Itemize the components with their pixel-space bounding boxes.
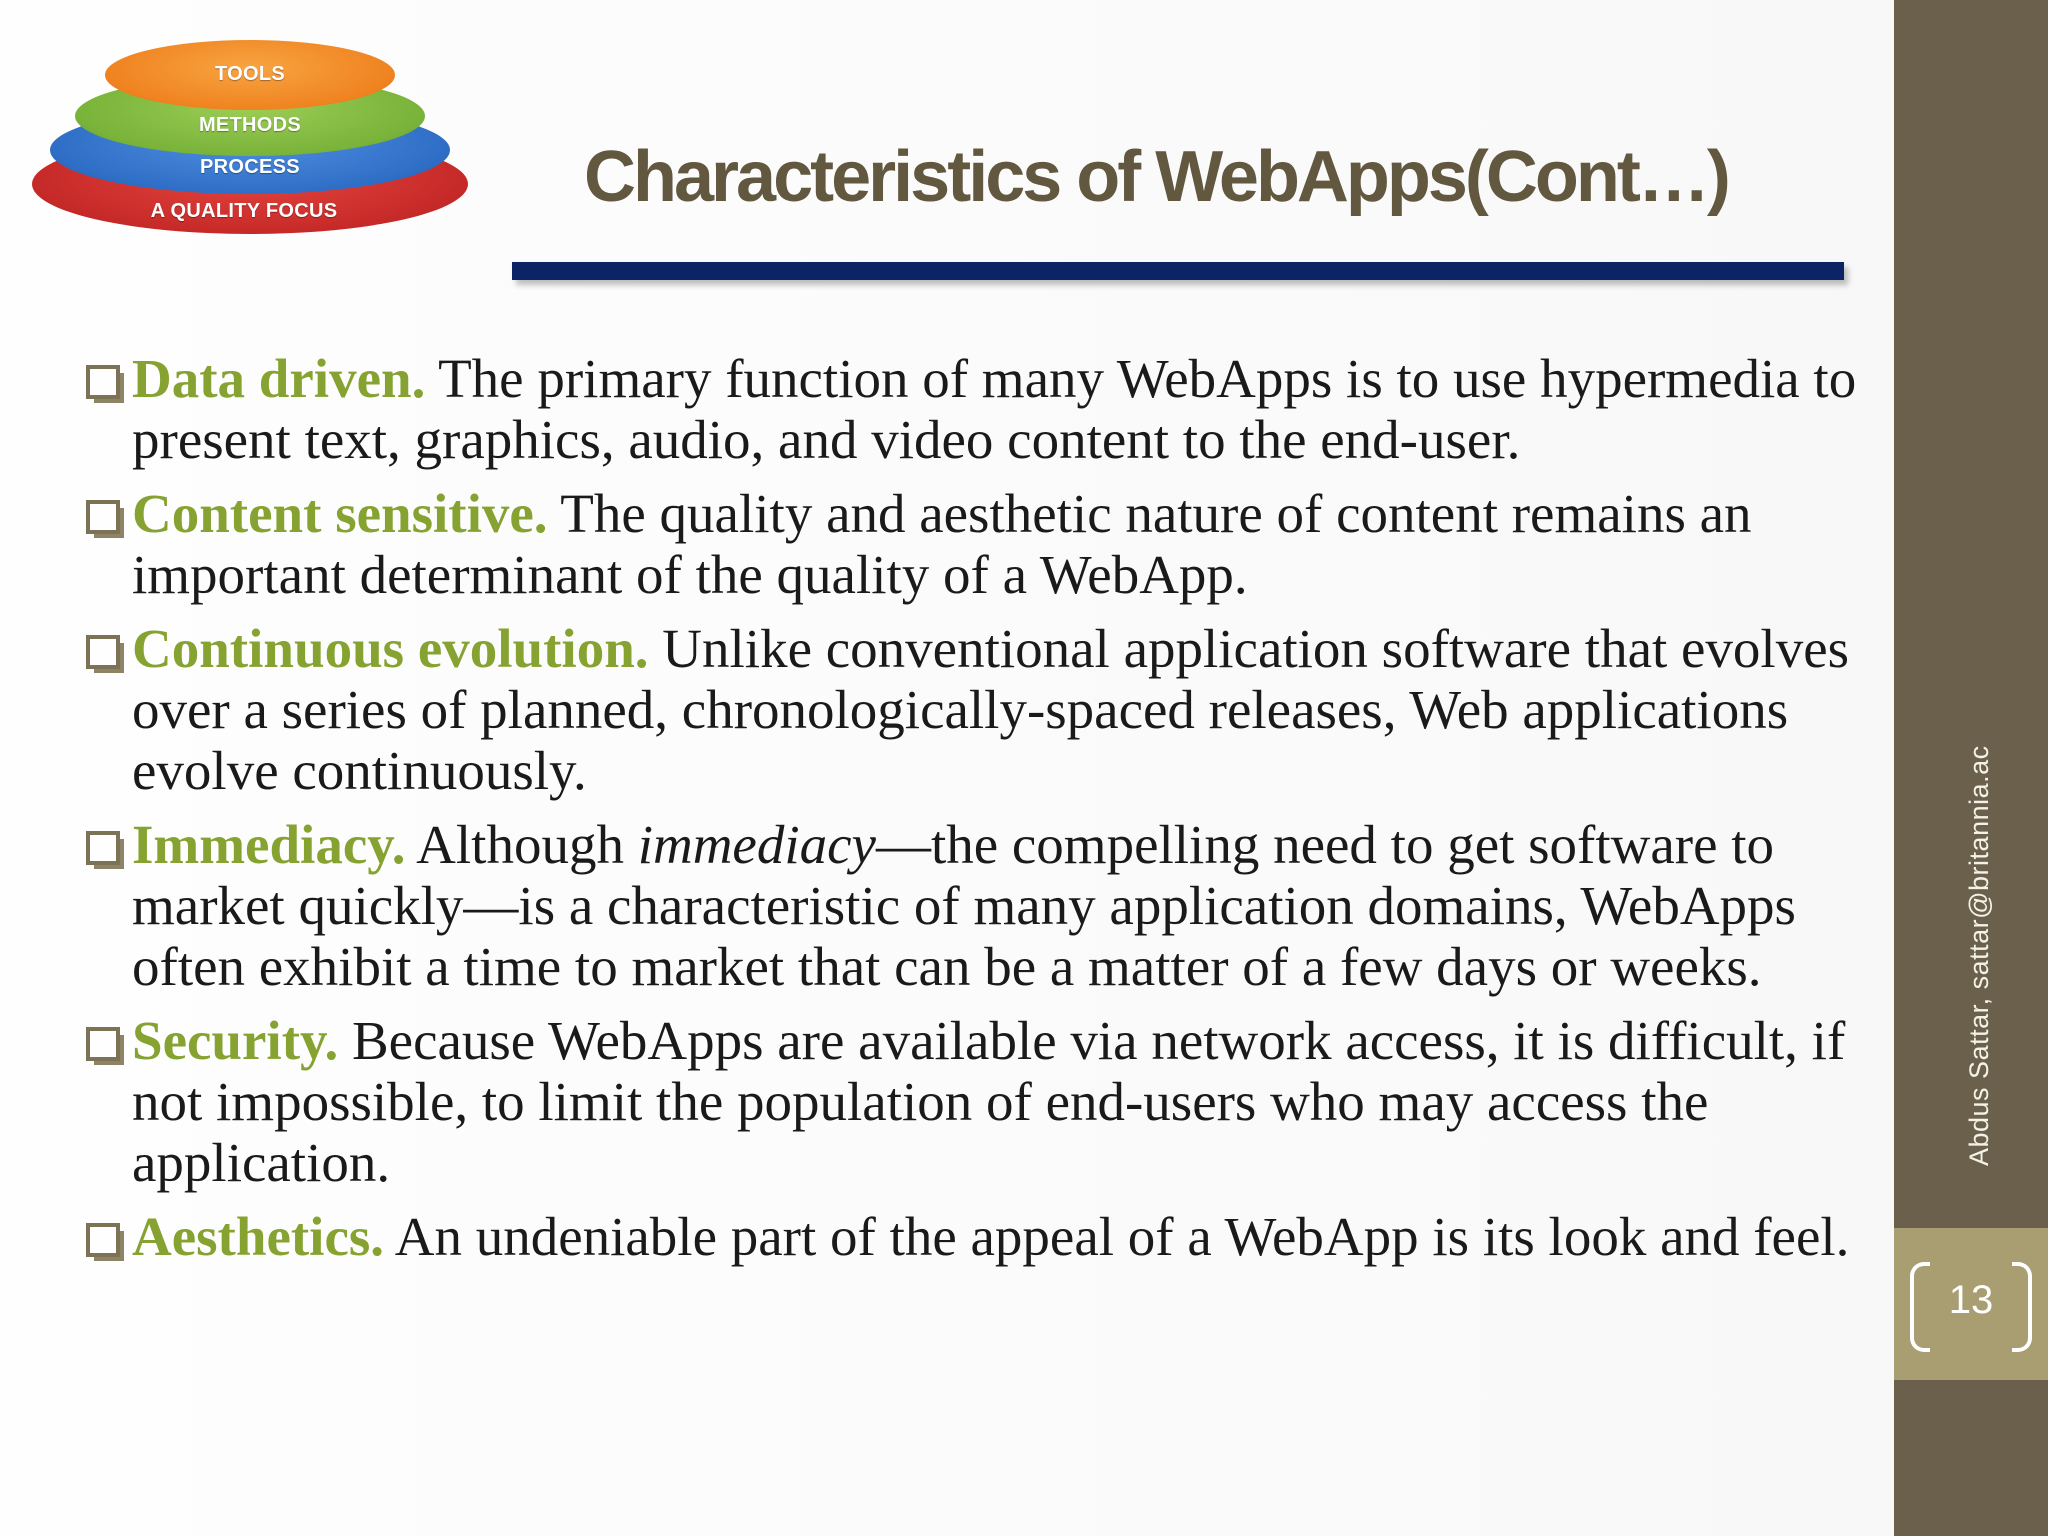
bullet-text: An undeniable part of the appeal of a WebApp is its look and feel.: [384, 1206, 1850, 1267]
logo-label-tools: TOOLS: [214, 63, 286, 85]
bullet-text: The primary function of many WebApps is to use hypermedia to present text, graphics, audio, and video content to the end-user.: [132, 348, 1857, 470]
bullet-text: The quality and aesthetic nature of content remains an important determinant of the quality of a WebApp.: [132, 483, 1752, 605]
bullet-term: Continuous evolution.: [132, 618, 649, 679]
bullet-continuous-evolution: [84, 618, 1874, 801]
bullet-immediacy: [84, 814, 1874, 997]
checkbox-bullet-icon: [86, 635, 120, 669]
title-divider: [512, 262, 1844, 280]
bullet-aesthetics: [84, 1206, 1874, 1267]
checkbox-bullet-icon: [86, 831, 120, 865]
logo-label-methods: METHODS: [198, 114, 302, 136]
bullet-term: Immediacy.: [132, 814, 406, 875]
bullet-term: Aesthetics.: [132, 1206, 385, 1267]
logo-label-quality: A QUALITY FOCUS: [150, 200, 338, 222]
bullet-text: Because WebApps are available via network access, it is difficult, if not impossible, to limit the population of end-users who may access the application.: [132, 1010, 1846, 1193]
checkbox-bullet-icon: [86, 365, 120, 399]
bullet-italic-text: immediacy: [637, 814, 876, 875]
checkbox-bullet-icon: [86, 500, 120, 534]
bullet-security: [84, 1010, 1874, 1193]
slide-title: Characteristics of WebApps(Cont…): [584, 137, 1728, 217]
bullet-term: Data driven.: [132, 348, 426, 409]
layered-quality-logo: [30, 30, 470, 240]
bullet-text-continued: —the compelling need to get software to market quickly—is a characteristic of many application domains, WebApps often exhibit a time to market that can be a matter of a few days or weeks.: [132, 814, 1796, 997]
page-number-box: [1894, 1228, 2048, 1380]
checkbox-bullet-icon: [86, 1223, 120, 1257]
author-footer: Abdus Sattar, sattar@britannia.ac: [1964, 745, 1994, 1166]
bullet-term: Security.: [132, 1010, 339, 1071]
bullet-data-driven: [84, 348, 1874, 470]
page-number: 13: [1948, 1278, 1994, 1322]
logo-label-process: PROCESS: [200, 156, 300, 178]
bullet-list: [84, 348, 1874, 1280]
bullet-content-sensitive: [84, 483, 1874, 605]
bullet-term: Content sensitive.: [132, 483, 548, 544]
bullet-text: Although: [405, 814, 638, 875]
checkbox-bullet-icon: [86, 1027, 120, 1061]
bullet-text: Unlike conventional application software that evolves over a series of planned, chronologically-spaced releases, Web applications evolve continuously.: [132, 618, 1850, 801]
